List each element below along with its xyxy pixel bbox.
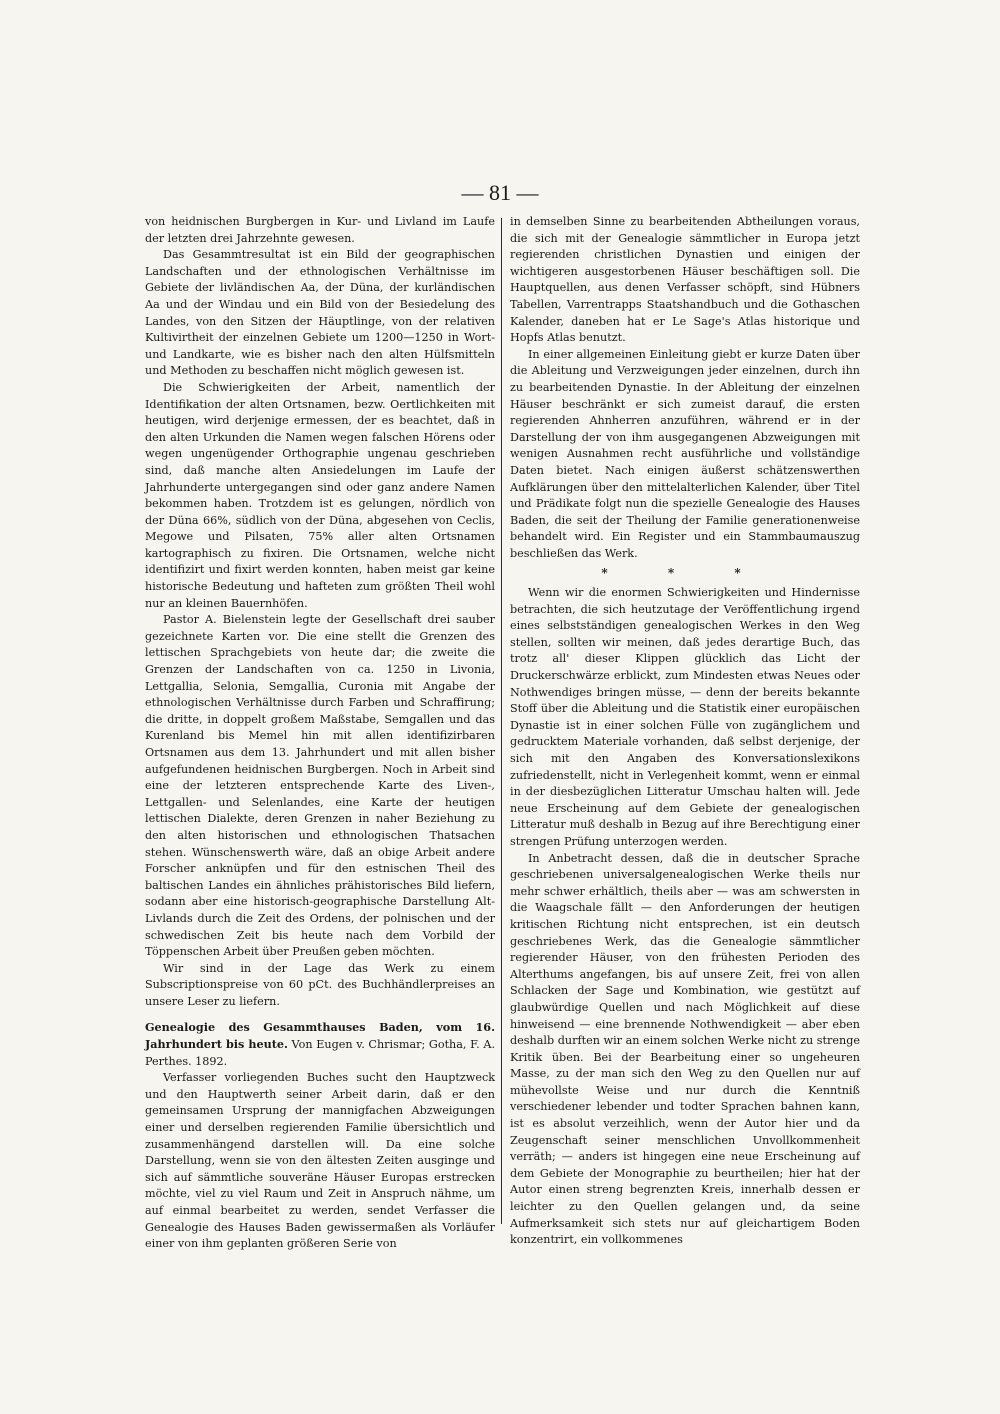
paragraph: Das Gesammtresultat ist ein Bild der geographischen Landschaften und der ethnologischen Verhältnisse im Gebiete der livländischen Aa, der Düna, der kurländischen Aa und der Windau und ein Bild von der Besiedelung des Landes, von den Sitzen der Häuptlinge, von der relativen Kultivirtheit der einzelnen Gebiete um 1200—1250 in Wort- und Landkarte, wie es bisher nach den alten Hülfsmitteln und Methoden zu beschaffen nicht möglich gewesen ist. — [145, 248, 495, 378]
review-author: Von Eugen v. Chrismar; Gotha, F. A. Perthes. 1892. — [145, 1038, 496, 1068]
paragraph: Die Schwierigkeiten der Arbeit, namentlich der Identifikation der alten Ortsnamen, bezw. Oertlichkeiten mit heutigen, wird derjenige ermessen, der es beachtet, daß in den alten Urkunden die Namen wegen falschen Hörens oder wegen ungenügender Orthographie ungenau geschrieben sind, daß manche alten Ansiedelungen im Laufe der Jahrhunderte untergegangen sind oder ganz andere Namen bekommen haben. Trotzdem ist es gelungen, nördlich von der Düna 66%, südlich von der Düna, abgesehen von Ceclis, Megowe und Pilsaten, 75% aller alten Ortsnamen kartographisch zu fixiren. Die Ortsnamen, welche nicht identifizirt und fixirt werden konnten, haben meist gar keine historische Bedeutung und hafteten zum größten Theil wohl nur an kleinen Bauernhöfen. — [145, 380, 495, 610]
paragraph: Pastor A. Bielenstein legte der Gesellschaft drei sauber gezeichnete Karten vor. Die eine stellt die Grenzen des lettischen Sprachgebiets von heute dar; die zweite die Grenzen der Landschaften von ca. 1250 in Livonia, Lettgallia, Selonia, Semgallia, Curonia mit Angabe der ethnologischen Verhältnisse durch Farben und Schraffirung; die dritte, in doppelt großem Maßstabe, Semgallen und das Kurenland bis Memel hin mit allen identifizirbaren Ortsnamen aus dem 13. Jahrhundert und mit allen bisher aufgefundenen heidnischen Burgbergen. Noch in Arbeit sind eine der letzteren entsprechende Karte des Liven-, Lettgallen- und Selenlandes, eine Karte der heutigen lettischen Dialekte, deren Grenzen in naher Beziehung zu den alten historischen und ethnologischen Thatsachen stehen. Wünschenswerth wäre, daß an obige Arbeit andere Forscher anknüpfen und für den estnischen Theil des baltischen Landes ein ähnliches prähistorisches Bild liefern, sodann aber eine historisch-geographische Darstellung Alt-Livlands durch die Zeit des Ordens, der polnischen und der schwedischen Zeit bis heute nach dem Vorbild der Töppenschen Arbeit über Preußen geben möchten. — [145, 613, 495, 959]
paragraph: Verfasser vorliegenden Buches sucht den Hauptzweck und den Hauptwerth seiner Arbeit darin, daß er den gemeinsamen Ursprung der mannigfachen Abzweigungen einer und derselben regierenden Familie übersichtlich und zusammenhängend darstellen will. Da eine solche Darstellung, wenn sie von den ältesten Zeiten ausginge und sich auf sämmtliche souveräne Häuser Europas erstrecken möchte, viel zu viel Raum und Zeit in Anspruch nähme, um auf einmal bearbeitet zu werden, sendet Verfasser die Genealogie des Hauses Baden gewissermaßen als Vorläufer einer von ihm geplanten größeren Serie von — [145, 1071, 495, 1251]
review-title: Genealogie des Gesammthauses Baden, vom 16. Jahrhundert bis heute. — [145, 1019, 495, 1052]
paragraph: von heidnischen Burgbergen in Kur- und Livland im Laufe der letzten drei Jahrzehnte gewesen. — [145, 215, 495, 245]
section-asterisks: * * * — [601, 566, 769, 581]
paragraph: In Anbetracht dessen, daß die in deutscher Sprache geschriebenen universalgenealogischen Werke theils nur mehr schwer erhältlich, theils aber — was am schwersten in die Waagschale fällt — den Anforderungen der heutigen kritischen Richtung nicht entsprechen, ist ein deutsch geschriebenes Werk, das die Genealogie sämmtlicher regierender Häuser, von den frühesten Perioden des Alterthums angefangen, bis auf unsere Zeit, frei von allen Schlacken der Sage und Kombination, wie gestützt auf glaubwürdige Quellen und nach Möglichkeit auf diese hinweisend — eine brennende Nothwendigkeit — aber eben deshalb durften wir an einem solchen Werke nicht zu strenge Kritik üben. Bei der Bearbeitung einer so ungeheuren Masse, zu der man sich den Weg zu den Quellen nur auf mühevollste Weise und nur durch die Kenntniß verschiedener lebender und todter Sprachen bahnen kann, ist es absolut verzeihlich, wenn der Autor hier und da Zeugenschaft seiner menschlichen Unvollkommenheit verräth; — anders ist hingegen eine neue Erscheinung auf dem Gebiete der Monographie zu beurtheilen; hier hat der Autor einen streng begrenzten Kreis, innerhalb dessen er leichter zu den Quellen gelangen und, da seine Aufmerksamkeit sich stets nur auf gleichartigem Boden konzentrirt, ein vollkommenes — [510, 851, 860, 1247]
paragraph: in demselben Sinne zu bearbeitenden Abtheilungen voraus, die sich mit der Genealogie sämmtlicher in Europa jetzt regierenden christlichen Dynastien und einigen der wichtigeren ausgestorbenen Häuser beschäftigen soll. Die Hauptquellen, aus denen Verfasser schöpft, sind Hübners Tabellen, Varrentrapps Staatshandbuch und die Gothaschen Kalender, daneben hat er Le Sage's Atlas historique und Hopfs Atlas benutzt. — [510, 215, 860, 345]
paragraph: In einer allgemeinen Einleitung giebt er kurze Daten über die Ableitung und Verzweigungen jeder einzelnen, durch ihn zu bearbeitenden Dynastie. In der Ableitung der einzelnen Häuser beschränkt er sich zumeist darauf, die ersten regierenden Ahnherren anzuführen, während er in der Darstellung der von ihm ausgegangenen Abzweigungen mit wenigen Ausnahmen recht ausführliche und vollständige Daten bietet. Nach einigen äußerst schätzenswerthen Aufklärungen über den mittelalterlichen Kalender, über Titel und Prädikate folgt nun die spezielle Genealogie des Hauses Baden, die seit der Theilung der Familie generationenweise behandelt wird. Ein Register und ein Stammbaumauszug beschließen das Werk. — [510, 347, 860, 560]
left-column — [145, 214, 495, 1253]
right-column — [510, 214, 860, 1249]
page-number: — 81 — — [461, 180, 539, 205]
column-divider — [501, 218, 502, 1224]
paragraph: Wenn wir die enormen Schwierigkeiten und Hindernisse betrachten, die sich heutzutage der Veröffentlichung irgend eines selbstständigen genealogischen Werkes in den Weg stellen, sollten wir meinen, daß jedes derartige Buch, das trotz all' dieser Klippen glücklich das Licht der Druckerschwärze erblickt, zum Mindesten etwas Neues oder Nothwendiges bringen müsse, — denn der bereits bekannte Stoff über die Ableitung und die Statistik einer europäischen Dynastie ist in einer solchen Fülle von zugänglichem und gedrucktem Materiale vorhanden, daß selbst derjenige, der sich mit den Angaben des Konversationslexikons zufriedenstellt, nicht in Verlegenheit kommt, wenn er einmal in der diesbezüglichen Litteratur Umschau halten will. Jede neue Erscheinung auf dem Gebiete der genealogischen Litteratur muß deshalb in Bezug auf ihre Berechtigung einer strengen Prüfung unterzogen werden. — [510, 586, 860, 848]
paragraph: Wir sind in der Lage das Werk zu einem Subscriptionspreise von 60 pCt. des Buchhändlerpreises an unsere Leser zu liefern. — [145, 961, 495, 1008]
review-heading — [145, 1019, 495, 1071]
